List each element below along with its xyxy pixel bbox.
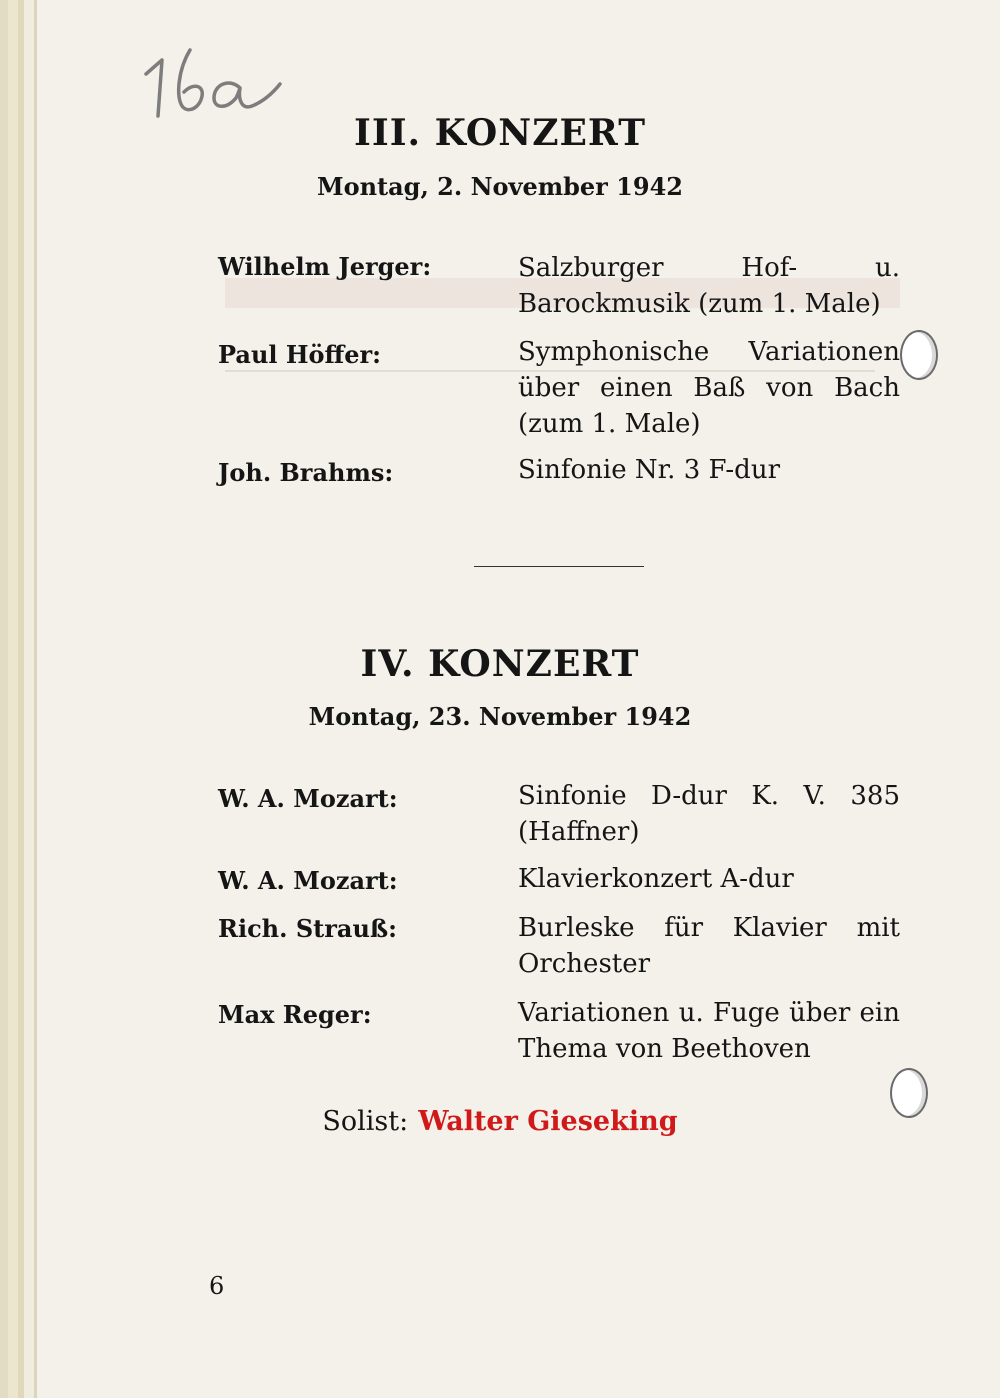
punch-hole: [900, 330, 938, 380]
page-number: 6: [209, 1272, 225, 1300]
page-edge: [34, 0, 37, 1398]
page-edge: [24, 0, 34, 1398]
concert-4-work-2: Klavierkonzert A-dur: [518, 864, 794, 894]
concert-4-work-3: Burleske für Klavier mit Orchester: [518, 913, 900, 979]
page-edge: [0, 0, 8, 1398]
concert-4-title: IV. KONZERT: [360, 643, 640, 685]
concert-3-date: Montag, 2. November 1942: [317, 172, 683, 201]
handwritten-note: [140, 40, 300, 120]
concert-4-composer-4: Max Reger:: [218, 1000, 372, 1029]
soloist-line: [0, 1106, 1000, 1137]
page-edge: [8, 0, 18, 1398]
concert-4-work-1: Sinfonie D-dur K. V. 385 (Haffner): [518, 781, 900, 847]
concert-4-date: Montag, 23. November 1942: [308, 702, 692, 731]
punch-hole: [890, 1068, 928, 1118]
soloist-label: Solist:: [322, 1106, 409, 1137]
concert-3-composer-1: Wilhelm Jerger:: [218, 252, 432, 281]
concert-3-composer-3: Joh. Brahms:: [218, 458, 394, 487]
concert-3-title: III. KONZERT: [354, 112, 646, 154]
soloist-name: Walter Gieseking: [418, 1106, 678, 1137]
concert-4-composer-1: W. A. Mozart:: [218, 784, 398, 813]
concert-3-work-3: Sinfonie Nr. 3 F-dur: [518, 455, 780, 485]
concert-4-work-4: Variationen u. Fuge über ein Thema von Beethoven: [518, 998, 900, 1064]
concert-4-composer-2: W. A. Mozart:: [218, 866, 398, 895]
concert-3-work-1: Salzburger Hof- u. Barockmusik (zum 1. Male): [518, 253, 900, 319]
concert-3-work-2: Symphonische Variationen über einen Baß von Bach (zum 1. Male): [518, 337, 900, 439]
section-divider: [474, 566, 644, 567]
concert-3-composer-2: Paul Höffer:: [218, 340, 382, 369]
concert-4-composer-3: Rich. Strauß:: [218, 914, 397, 943]
